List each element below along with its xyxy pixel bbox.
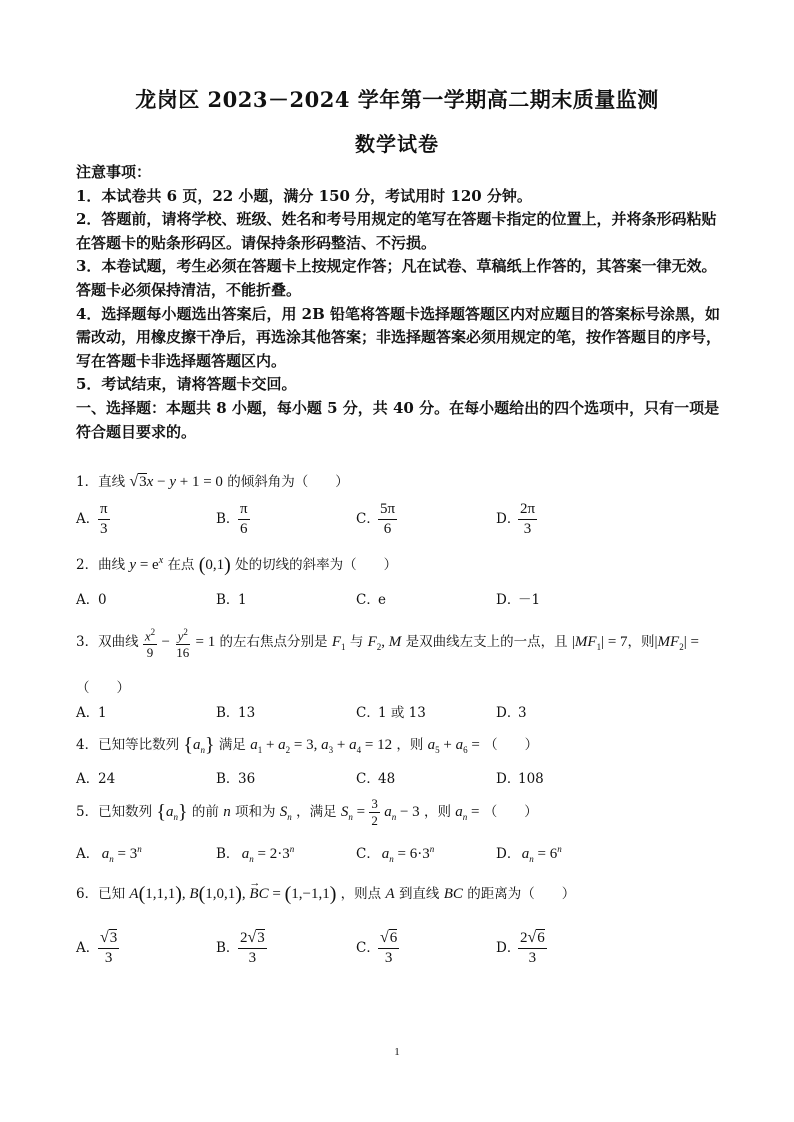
notice-item-2: 2．答题前，请将学校、班级、姓名和考号用规定的笔写在答题卡指定的位置上，并将条形码粘贴在答题卡的贴条形码区。请保持条形码整洁、不污损。 — [76, 210, 717, 252]
q2-option-d: D．－1 — [496, 592, 541, 608]
q4-option-c: C．48 — [356, 771, 396, 787]
q2-option-a: A．0 — [76, 592, 107, 608]
notice-item-3: 3．本卷试题，考生必须在答题卡上按规定作答；凡在试卷、草稿纸上作答的，其答案一律无效。答题卡必须保持清洁，不能折叠。 — [76, 257, 717, 299]
question-4: 4．已知等比数列 $\{a_n\}$ 满足 $a_1 + a_2 = 3$, $a_3 + a_4 = 12$ ，则 $a_5 + a_6$ = （ ） — [76, 734, 539, 756]
q6-option-c: C． $\frac{√6}{3}$ — [356, 929, 398, 966]
q4-option-d: D．108 — [496, 771, 544, 787]
q3-option-b: B．13 — [216, 705, 256, 721]
notice-item-4: 4．选择题每小题选出答案后，用 2B 铅笔将答题卡选择题答题区内对应题目的答案标号涂黑，如需改动，用橡皮擦干净后，再选涂其他答案；非选择题答案必须用规定的笔，按作答题目的序号，写在答题卡非选择题答题区内。 — [76, 304, 722, 370]
q4-option-a: A．24 — [76, 771, 116, 787]
q5-option-a: A． $a_n = 3^n$ — [76, 844, 142, 864]
page-number: 1 — [394, 1046, 400, 1058]
question-5: 5．已知数列 $\{a_n\}$ 的前 n 项和为 $S_n$ ，满足 $S_n$ = $\frac{3}{2}$ $a_n - 3$ ，则 $a_n$ = （ ） — [76, 796, 538, 828]
notice-heading: 注意事项： — [76, 163, 152, 181]
q1-option-a: A． $\frac{\pi}{3}$ — [76, 501, 108, 537]
notice-item-1: 1．本试卷共 6 页，22 小题，满分 150 分，考试用时 120 分钟。 — [76, 186, 532, 205]
q5-option-b: B． $a_n = 2\cdot 3^n$ — [216, 844, 295, 864]
q2-option-c: C．e — [356, 592, 386, 608]
section-heading: 一、选择题：本题共 8 小题，每小题 5 分，共 40 分。在每小题给出的四个选项中，只有一项是符合题目要求的。 — [76, 398, 720, 441]
q1-option-d: D． $\frac{2\pi}{3}$ — [496, 501, 536, 537]
page-subtitle: 数学试卷 — [355, 132, 439, 156]
q1-option-b: B． $\frac{\pi}{6}$ — [216, 501, 248, 537]
q3-option-a: A．1 — [76, 705, 107, 721]
q3-option-c: C．1 或 13 — [356, 705, 426, 721]
question-6: 6．已知 A(1,1,1), B(1,0,1), → BC = (1,−1,1) ，则点 A 到直线 BC 的距离为（ ） — [76, 877, 576, 905]
q2-option-b: B．1 — [216, 592, 247, 608]
q6-option-a: A． $\frac{√3}{3}$ — [76, 929, 118, 966]
notice-item-5: 5．考试结束，请将答题卡交回。 — [76, 375, 297, 394]
q5-option-d: D． $a_n = 6^n$ — [496, 844, 562, 864]
notice-section — [76, 161, 726, 444]
q4-option-b: B．36 — [216, 771, 256, 787]
q6-option-d: D． $\frac{2√6}{3}$ — [496, 929, 545, 966]
question-2: 2．曲线 $y = e^x$ 在点 (0,1) 处的切线的斜率为（ ） — [76, 554, 398, 576]
question-3: 3．双曲线 $\frac{x^2}{9}$ − $\frac{y^2}{16}$ = 1 的左右焦点分别是 $F_1$ 与 $F_2$, M 是双曲线左支上的一点，且 $|MF_1| = 7$，则$|MF_2|$ = — [76, 624, 699, 661]
q3-blank: （ ） — [76, 680, 130, 696]
question-1: 1．直线 √3x − y + 1 = 0 的倾斜角为（ ） — [76, 473, 349, 490]
page-title: 龙岗区 2023－2024 学年第一学期高二期末质量监测 — [135, 87, 659, 112]
q1-option-c: C． $\frac{5\pi}{6}$ — [356, 501, 396, 537]
q6-option-b: B． $\frac{2√3}{3}$ — [216, 929, 265, 966]
q3-option-d: D．3 — [496, 705, 527, 721]
q5-option-c: C． $a_n = 6\cdot 3^n$ — [356, 844, 435, 864]
